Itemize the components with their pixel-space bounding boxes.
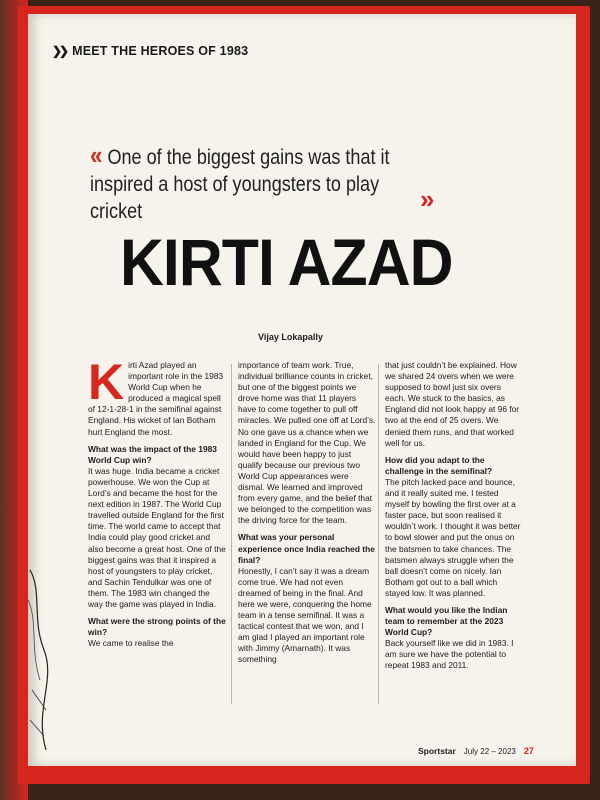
magazine-page [28,14,576,766]
double-chevron-right-icon: ❯❯ [52,44,67,58]
pull-quote [90,142,434,225]
section-label-text: MEET THE HEROES OF 1983 [72,44,249,58]
drop-cap: K [88,354,125,410]
issue-date: July 22 – 2023 [463,747,516,756]
answer-5: Back yourself like we did in 1983. I am sure we have the potential to repeat 1983 and 2011. [385,638,514,671]
column-divider [231,364,232,704]
quote-close-icon: » [420,184,435,214]
answer-2-continued: importance of team work. True, individual brilliance counts in cricket, but one of the biggest points we drove home was that 11 players have to come together to pull off miracles. We pulled one off at Lord’s. No one gave us a chance when we landed in England for the Cup. We would have been happy to just qualify because our previous two World Cup appearances were dismal. We learned and improved from every game, and the belief that we belonged to the competition was the driving force for the team. [238,360,376,526]
byline: Vijay Lokapally [258,332,323,342]
illustration-fragment [28,560,50,760]
answer-4: The pitch lacked pace and bounce, and it really suited me. I tested myself by bowling the first over at a faster pace, but soon realised it wouldn’t work. I thought it was better to bowl slower and put the onus on the batsmen to take chances. The batsmen always struggle when the ball doesn’t come on nicely. Ian Botham got out to a ball which stayed low. It was planned. [385,476,521,598]
question-4: How did you adapt to the challenge in the semifinal? [385,454,493,476]
answer-3-continued: that just couldn’t be explained. How we shared 24 overs when we were supposed to bowl just six overs each. We stuck to the basics, as England did not look happy at 96 for two at the end of 25 overs. We denied them runs, and that worked well for us. [385,360,520,448]
article-column-3 [385,360,523,678]
magazine-brand: Sportstar [418,746,456,756]
answer-1: It was huge. India became a cricket powerhouse. We won the Cup at Lord’s and became the host for the next edition in 1987. The World Cup travelled outside England for the first time. The world came to accept that India could play good cricket and also become a great host. One of the biggest gains was that it inspired a host of youngsters to play cricket, and Sachin Tendulkar was one of them. The 1983 win changed the way the game was played in India. [88,465,226,609]
question-1: What was the impact of the 1983 World Cup win? [88,443,217,465]
quote-open-icon: « [90,140,103,170]
column-divider [378,364,379,704]
question-3: What was your personal experience once India reached the final? [238,532,375,565]
pull-quote-text: One of the biggest gains was that it inspired a host of youngsters to play cricket [90,146,390,223]
page-number: 27 [523,746,534,756]
question-2: What were the strong points of the win? [88,616,226,638]
page-footer [418,746,534,756]
article-column-2 [238,360,376,672]
answer-2-start: We came to realise the [88,638,174,649]
article-column-1 [88,354,226,655]
intro-paragraph: irti Azad played an important role in the 1983 World Cup when he produced a magical spell of 12-1-28-1 in the semifinal against England. His wicket of Ian Botham hurt England the most. [88,360,224,437]
article-headline: KIRTI AZAD [120,225,453,299]
answer-3: Honestly, I can’t say it was a dream come true. We had not even dreamed of being in the final. And here we were, conquering the home team in a tense semifinal. It was a tactical contest that we won, and I am glad I played an important role with Jimmy (Amarnath). It was something [238,565,372,665]
question-5: What would you like the Indian team to remember at the 2023 World Cup? [385,604,508,638]
section-header [52,44,248,58]
